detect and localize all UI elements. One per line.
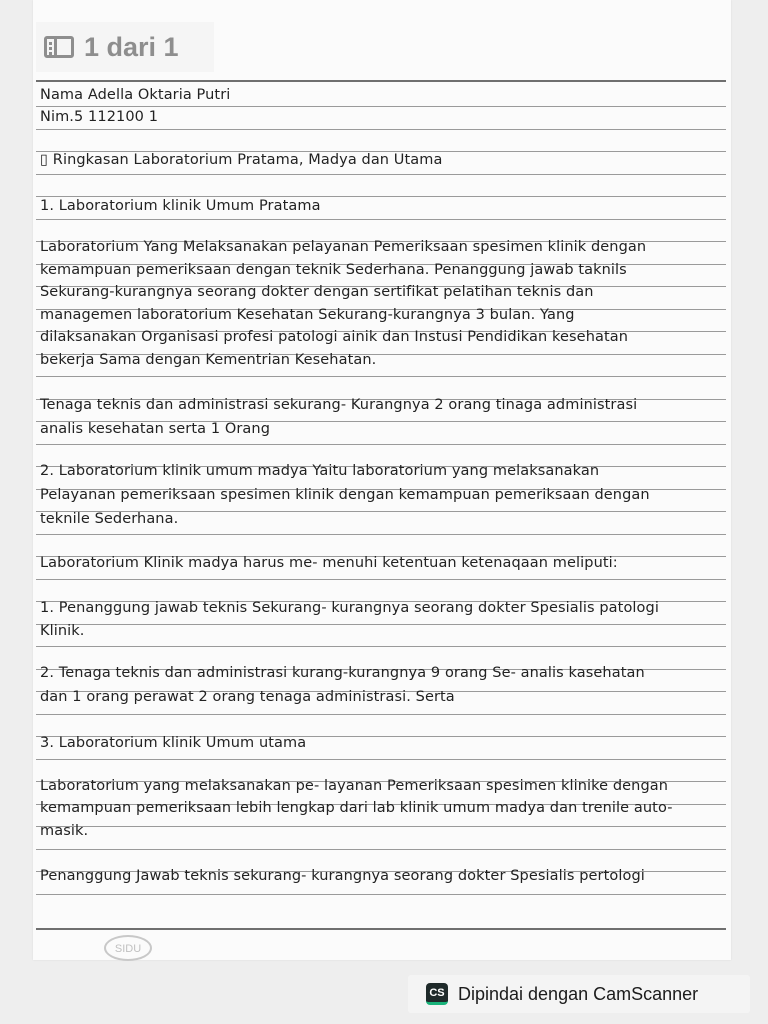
text-line: bekerja Sama dengan Kementrian Kesehatan. bbox=[40, 352, 377, 368]
text-line bbox=[40, 709, 730, 731]
text-line-nim: Nim.5 112100 1 bbox=[40, 109, 159, 125]
text-line: Pelayanan pemeriksaan spesimen klinik dengan kemampuan pemeriksaan dengan bbox=[40, 487, 650, 503]
text-line bbox=[40, 843, 730, 865]
text-line: Penanggung Jawab teknis sekurang- kurangnya seorang dokter Spesialis pertologi bbox=[40, 868, 645, 884]
text-line: dilaksanakan Organisasi profesi patologi ainik dan Instusi Pendidikan kesehatan bbox=[40, 329, 629, 345]
text-line: Laboratorium Yang Melaksanakan pelayanan Pemeriksaan spesimen klinik dengan bbox=[40, 239, 647, 255]
text-line-section-2: 2. Laboratorium klinik umum madya Yaitu laboratorium yang melaksanakan bbox=[40, 463, 600, 479]
text-line: analis kesehatan serta 1 Orang bbox=[40, 421, 271, 437]
text-line bbox=[40, 574, 730, 596]
paper-brand-stamp: SIDU bbox=[104, 935, 152, 961]
page-thumbnail-icon bbox=[44, 36, 74, 58]
text-line: managemen laboratorium Kesehatan Sekurang-kurangnya 3 bulan. Yang bbox=[40, 307, 575, 323]
bottom-rule bbox=[36, 928, 726, 930]
top-rule bbox=[36, 80, 726, 82]
camscanner-label: Dipindai dengan CamScanner bbox=[458, 983, 699, 1004]
text-line bbox=[40, 642, 730, 664]
text-line: teknile Sederhana. bbox=[40, 511, 179, 527]
text-line bbox=[40, 129, 730, 151]
text-line: Laboratorium yang melaksanakan pe- layanan Pemeriksaan spesimen klinike dengan bbox=[40, 778, 669, 794]
ruled-line bbox=[36, 894, 726, 895]
text-line bbox=[40, 172, 730, 194]
text-line: Laboratorium Klinik madya harus me- menuhi ketentuan ketenaqaan meliputi: bbox=[40, 555, 618, 571]
text-line: kemampuan pemeriksaan dengan teknik Sederhana. Penanggung jawab taknils bbox=[40, 262, 627, 278]
text-line bbox=[40, 754, 730, 776]
text-line: Tenaga teknis dan administrasi sekurang- Kurangnya 2 orang tinaga administrasi bbox=[40, 397, 638, 413]
page-indicator bbox=[36, 22, 214, 72]
text-line: masik. bbox=[40, 823, 89, 839]
text-line: 2. Tenaga teknis dan administrasi kurang-kurangnya 9 orang Se- analis kasehatan bbox=[40, 665, 645, 681]
text-line bbox=[40, 529, 730, 551]
text-line bbox=[40, 371, 730, 393]
text-line: Klinik. bbox=[40, 623, 85, 639]
text-line-name: Nama Adella Oktaria Putri bbox=[40, 87, 231, 103]
page-indicator-label: 1 dari 1 bbox=[84, 31, 179, 62]
text-line: kemampuan pemeriksaan lebih lengkap dari lab klinik umum madya dan trenile auto- bbox=[40, 800, 673, 816]
text-line bbox=[40, 439, 730, 461]
text-line: Sekurang-kurangnya seorang dokter dengan sertifikat pelatihan teknis dan bbox=[40, 284, 594, 300]
text-line-heading: ▯ Ringkasan Laboratorium Pratama, Madya dan Utama bbox=[40, 152, 443, 168]
text-line: dan 1 orang perawat 2 orang tenaga administrasi. Serta bbox=[40, 689, 455, 705]
text-line-section-1: 1. Laboratorium klinik Umum Pratama bbox=[40, 198, 321, 214]
text-line: 1. Penanggung jawab teknis Sekurang- kurangnya seorang dokter Spesialis patologi bbox=[40, 600, 659, 616]
text-line-section-3: 3. Laboratorium klinik Umum utama bbox=[40, 735, 307, 751]
camscanner-banner bbox=[408, 975, 750, 1013]
camscanner-logo-icon: CS bbox=[426, 983, 448, 1005]
